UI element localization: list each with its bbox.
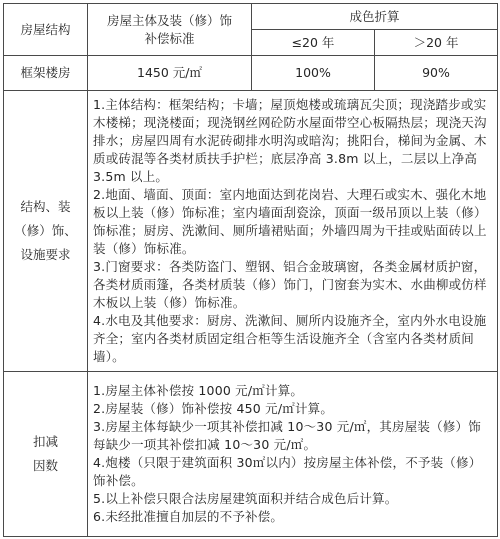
header-lt20: ≤20 年 (252, 30, 375, 56)
requirements-label-line2: （修）饰、 (14, 223, 77, 238)
deduction-item: 2.房屋装（修）饰补偿按 450 元/㎡计算。 (93, 401, 334, 416)
deduction-item: 1.房屋主体补偿按 1000 元/㎡计算。 (93, 383, 304, 398)
deduction-item: 6.未经批准擅自加层的不予补偿。 (93, 509, 284, 524)
deductions-list (88, 372, 498, 537)
requirement-item: 2.地面、墙面、顶面：室内地面达到花岗岩、大理石或实木、强化木地板以上装（修）饰标准；室内墙面刮瓷涂，顶面一级吊顶以上装（修）饰标准；厨房、洗漱间、厕所墙裙贴面；外墙四周为干挂或贴面砖以上装（修）饰标准。 (93, 187, 487, 256)
deduction-item: 3.房屋主体每缺少一项其补偿扣减 10～30 元/㎡，其房屋装（修）饰每缺少一项其补偿扣减 10～30 元/㎡。 (93, 419, 481, 452)
frame-price: 1450 元/㎡ (88, 56, 252, 91)
header-gt20: ＞20 年 (375, 30, 498, 56)
header-depreciation: 成色折算 (252, 4, 498, 30)
frame-label: 框架楼房 (4, 56, 88, 91)
requirements-list (88, 91, 498, 372)
deductions-label (4, 372, 88, 537)
requirements-label-line1: 结构、装 (20, 199, 71, 214)
deduction-item: 5.以上补偿只限合法房屋建筑面积并结合成色后计算。 (93, 491, 398, 506)
compensation-table (3, 3, 498, 537)
deductions-label-line2: 因数 (32, 458, 58, 473)
requirement-item: 4.水电及其他要求：厨房、洗漱间、厕所内设施齐全，室内外水电设施齐全；室内各类材质固定组合柜等生活设施齐全（含室内各类材质间墙）。 (93, 313, 487, 364)
frame-pct-gt20: 90% (375, 56, 498, 91)
deduction-item: 4.炮楼（只限于建筑面积 30㎡以内）按房屋主体补偿，不予装（修）饰补偿。 (93, 455, 482, 488)
requirement-item: 1.主体结构：框架结构；卡墙；屋顶炮楼或琉璃瓦尖顶；现浇踏步或实木楼梯；现浇楼面；现浇钢丝网砼防水屋面带空心板隔热层；现浇天沟排水；房屋四周有水泥砖砌排水明沟或暗沟；挑阳台，梯间为金属、木质或砖混等各类材质扶手护栏；底层净高 3.8m 以上，二层以上净高 3.5m 以上。 (93, 97, 487, 184)
frame-pct-lt20: 100% (252, 56, 375, 91)
requirements-label-line3: 设施要求 (20, 247, 71, 262)
requirements-label (4, 91, 88, 372)
header-structure: 房屋结构 (4, 4, 88, 56)
header-standard-line2: 补偿标准 (144, 30, 195, 46)
deductions-label-line1: 扣减 (32, 434, 58, 449)
header-standard (88, 4, 252, 56)
header-standard-line1: 房屋主体及装（修）饰 (106, 12, 232, 28)
requirement-item: 3.门窗要求：各类防盗门、塑钢、铝合金玻璃窗，各类金属材质护窗，各类材质雨篷，各类材质装（修）饰门，门窗套为实木、水曲柳或仿样木板以上装（修）饰标准。 (93, 259, 487, 310)
